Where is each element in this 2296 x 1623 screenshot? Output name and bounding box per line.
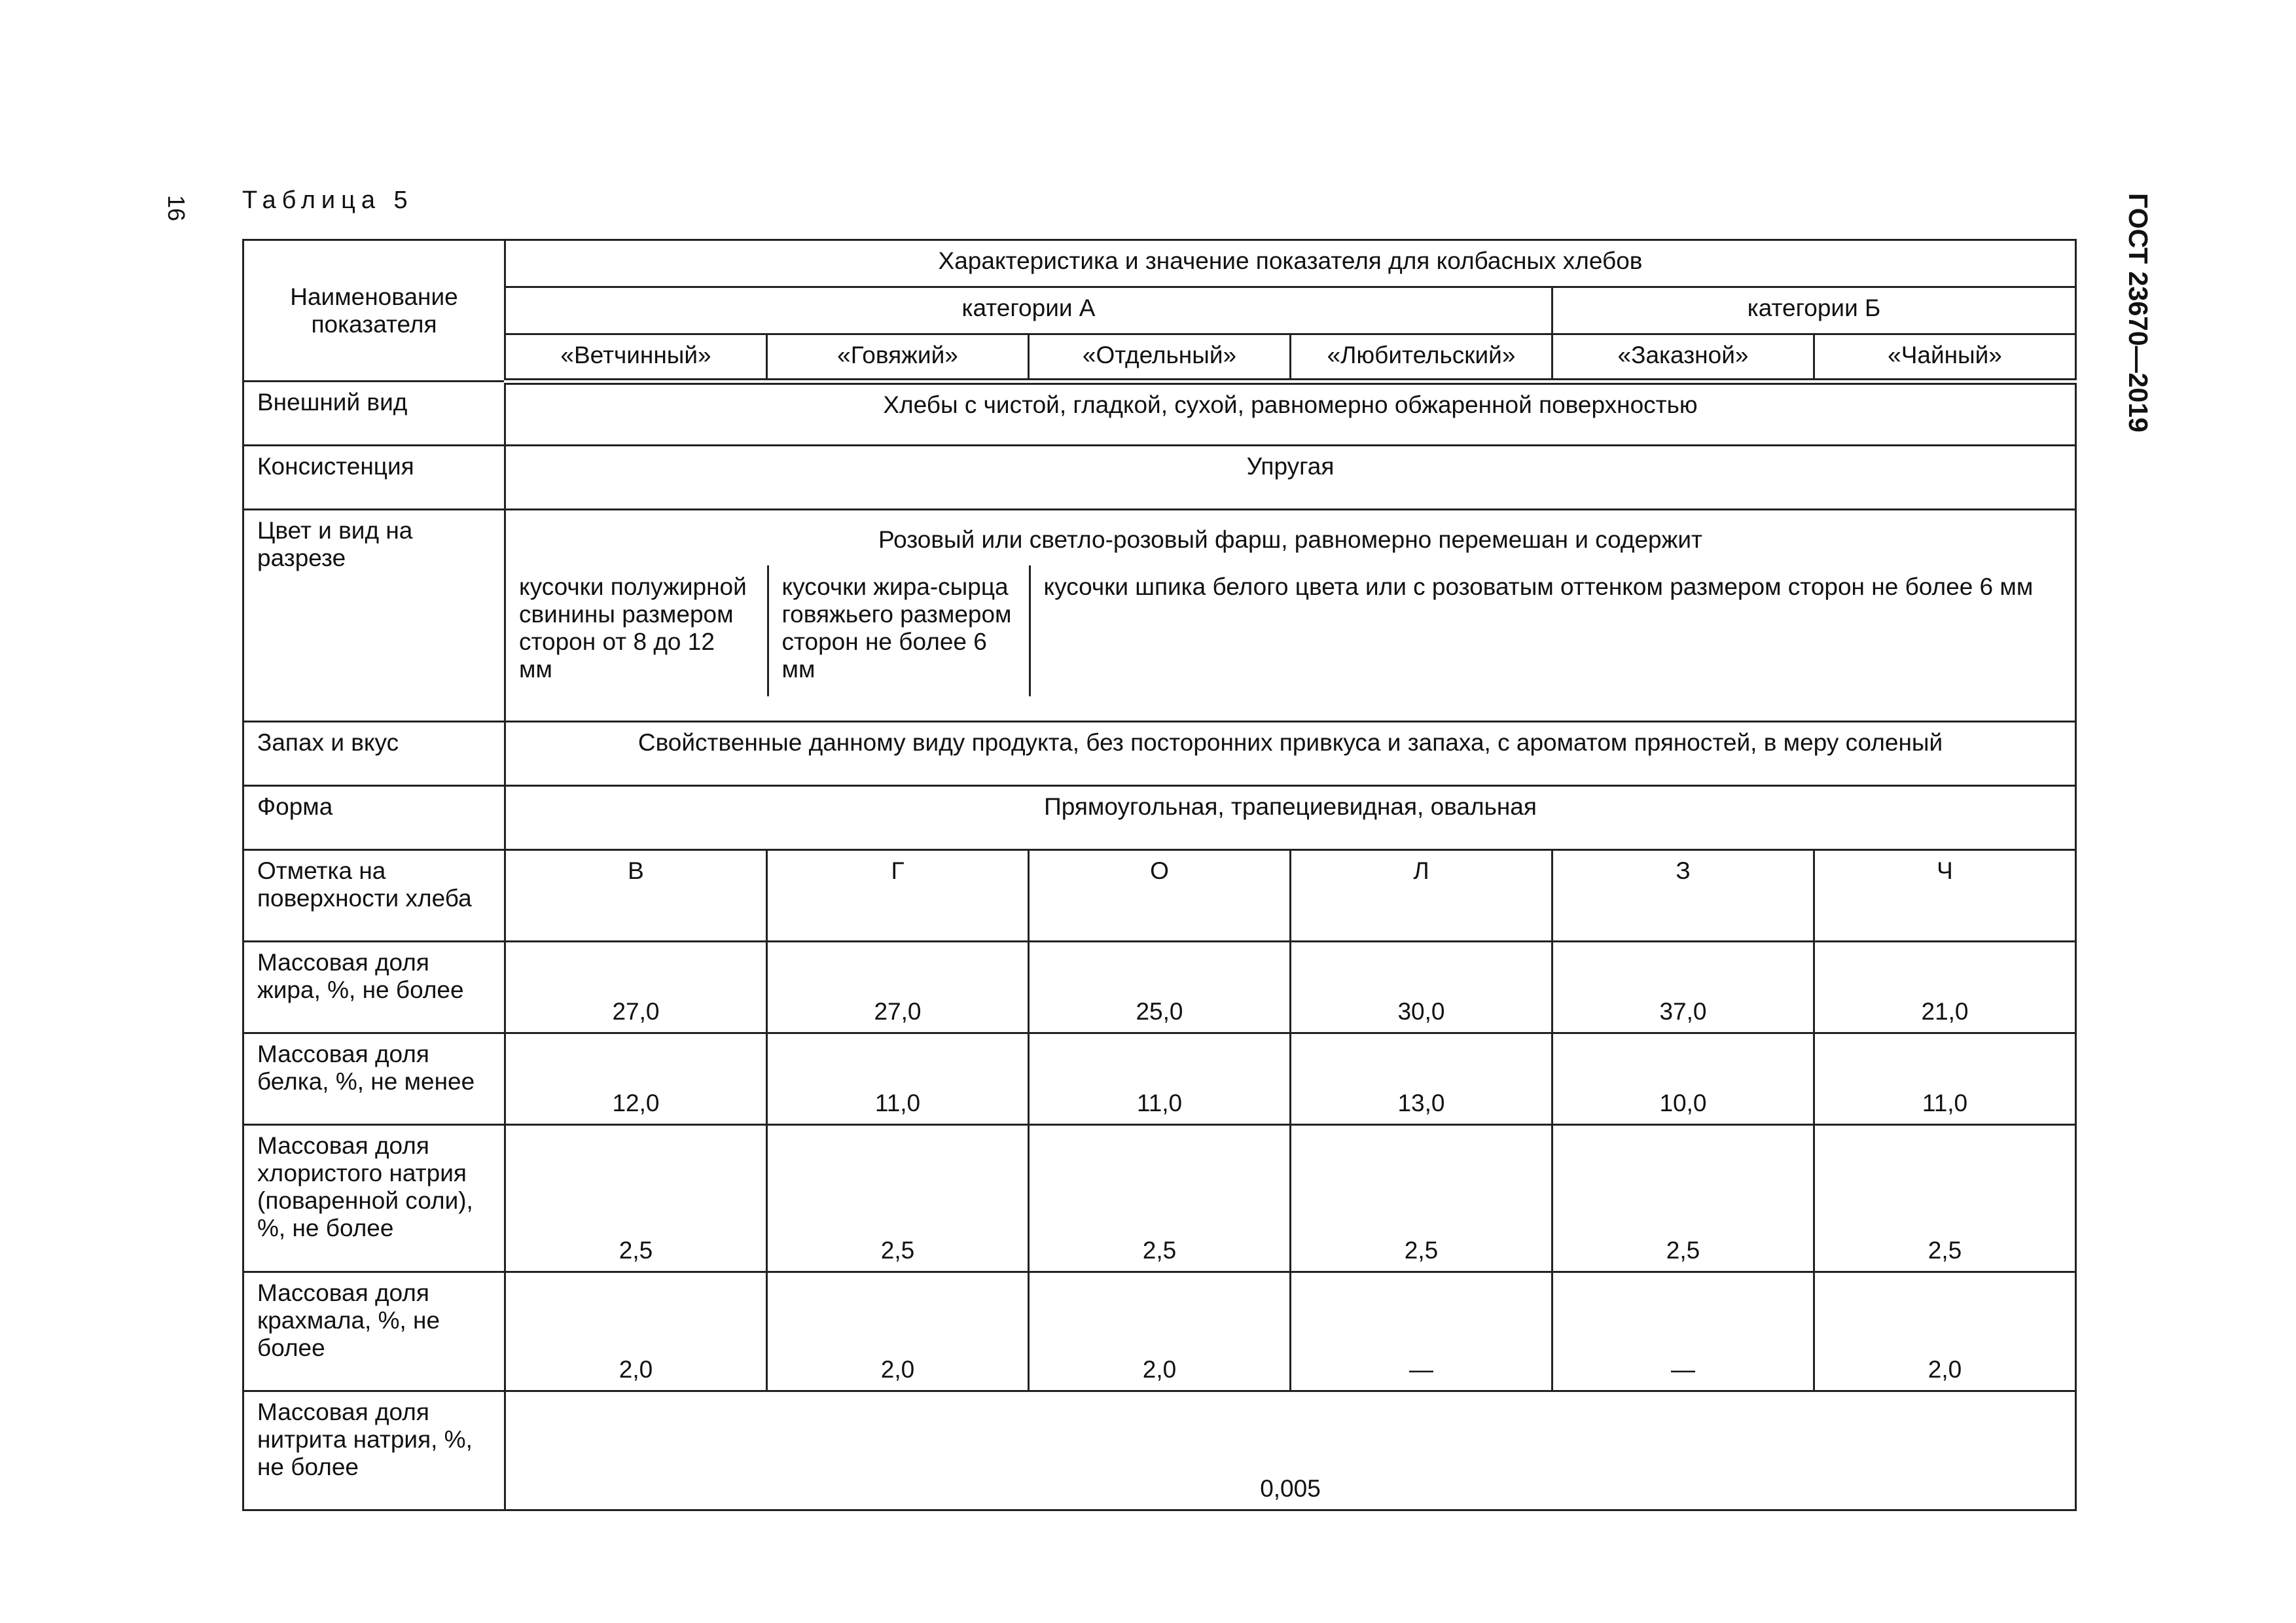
table-row — [243, 786, 2076, 850]
cell-value: 2,0 — [505, 1272, 767, 1391]
row-name: Запах и вкус — [243, 722, 505, 786]
page-number: 16 — [163, 195, 190, 222]
header-row-products — [243, 334, 2076, 382]
color-variant: кусочки жира-сырца говяжьего размером сторон не более 6 мм — [768, 565, 1030, 696]
header-category-b: категории Б — [1552, 287, 2076, 334]
header-product: «Любительский» — [1291, 334, 1552, 382]
table-row — [243, 382, 2076, 446]
header-group-title: Характеристика и значение показателя для колбасных хлебов — [505, 240, 2076, 287]
cell-value: 2,5 — [1029, 1125, 1291, 1272]
document-code: ГОСТ 23670—2019 — [2123, 193, 2153, 433]
cell-value: 2,5 — [505, 1125, 767, 1272]
cell-value: 11,0 — [767, 1033, 1029, 1125]
row-value: Хлебы с чистой, гладкой, сухой, равномерно обжаренной поверхностью — [505, 382, 2076, 446]
cell-value: Ч — [1814, 850, 2076, 942]
table-row — [243, 1125, 2076, 1272]
cell-value: 2,5 — [1814, 1125, 2076, 1272]
table-caption: Таблица 5 — [242, 187, 414, 214]
row-name: Консистенция — [243, 446, 505, 510]
cell-value: 2,5 — [1552, 1125, 1814, 1272]
cell-value: 25,0 — [1029, 942, 1291, 1033]
row-value: Упругая — [505, 446, 2076, 510]
color-variant: кусочки полужирной свинины размером сторон от 8 до 12 мм — [506, 565, 768, 696]
header-row-group — [243, 240, 2076, 287]
cell-value: 13,0 — [1291, 1033, 1552, 1125]
header-name-column: Наименование показателя — [243, 240, 505, 382]
header-product: «Чайный» — [1814, 334, 2076, 382]
cell-value: 2,0 — [767, 1272, 1029, 1391]
cell-value: 30,0 — [1291, 942, 1552, 1033]
cell-value: 2,0 — [1814, 1272, 2076, 1391]
cell-value: 11,0 — [1029, 1033, 1291, 1125]
row-name: Массовая доля крахмала, %, не более — [243, 1272, 505, 1391]
header-product: «Отдельный» — [1029, 334, 1291, 382]
color-subtable — [506, 565, 2075, 696]
cell-value: 12,0 — [505, 1033, 767, 1125]
color-common-text: Розовый или светло-розовый фарш, равномерно перемешан и содержит — [878, 526, 1702, 553]
row-name: Массовая доля нитрита натрия, %, не более — [243, 1391, 505, 1510]
table-row — [243, 1033, 2076, 1125]
row-name: Массовая доля хлористого натрия (поваренной соли), %, не более — [243, 1125, 505, 1272]
cell-value: 21,0 — [1814, 942, 2076, 1033]
cell-value: 2,0 — [1029, 1272, 1291, 1391]
table-row — [243, 850, 2076, 942]
cell-value: З — [1552, 850, 1814, 942]
table-row — [243, 722, 2076, 786]
cell-value: 27,0 — [505, 942, 767, 1033]
row-name: Массовая доля белка, %, не менее — [243, 1033, 505, 1125]
cell-value: 11,0 — [1814, 1033, 2076, 1125]
cell-value: В — [505, 850, 767, 942]
cell-value: Г — [767, 850, 1029, 942]
header-category-a: категории А — [505, 287, 1552, 334]
indicators-table — [242, 239, 2077, 1511]
cell-value: Л — [1291, 850, 1552, 942]
color-cell — [505, 510, 2076, 722]
cell-value: О — [1029, 850, 1291, 942]
header-product: «Заказной» — [1552, 334, 1814, 382]
cell-value: — — [1552, 1272, 1814, 1391]
cell-value: 27,0 — [767, 942, 1029, 1033]
row-name: Внешний вид — [243, 382, 505, 446]
row-name: Форма — [243, 786, 505, 850]
header-row-category — [243, 287, 2076, 334]
table-row — [243, 446, 2076, 510]
table-row — [243, 1272, 2076, 1391]
cell-value: 2,5 — [1291, 1125, 1552, 1272]
row-value: 0,005 — [505, 1391, 2076, 1510]
row-value: Прямоугольная, трапециевидная, овальная — [505, 786, 2076, 850]
table-row — [243, 942, 2076, 1033]
header-product: «Ветчинный» — [505, 334, 767, 382]
row-name: Цвет и вид на разрезе — [243, 510, 505, 722]
row-name: Отметка на поверхности хлеба — [243, 850, 505, 942]
row-value: Свойственные данному виду продукта, без посторонних привкуса и запаха, с ароматом пряностей, в меру соленый — [505, 722, 2076, 786]
color-variant: кусочки шпика белого цвета или с розоватым оттенком размером сторон не более 6 мм — [1043, 573, 2034, 600]
table-row — [243, 510, 2076, 722]
cell-value: 2,5 — [767, 1125, 1029, 1272]
cell-value: — — [1291, 1272, 1552, 1391]
cell-value: 10,0 — [1552, 1033, 1814, 1125]
table-row — [243, 1391, 2076, 1510]
cell-value: 37,0 — [1552, 942, 1814, 1033]
row-name: Массовая доля жира, %, не более — [243, 942, 505, 1033]
header-product: «Говяжий» — [767, 334, 1029, 382]
